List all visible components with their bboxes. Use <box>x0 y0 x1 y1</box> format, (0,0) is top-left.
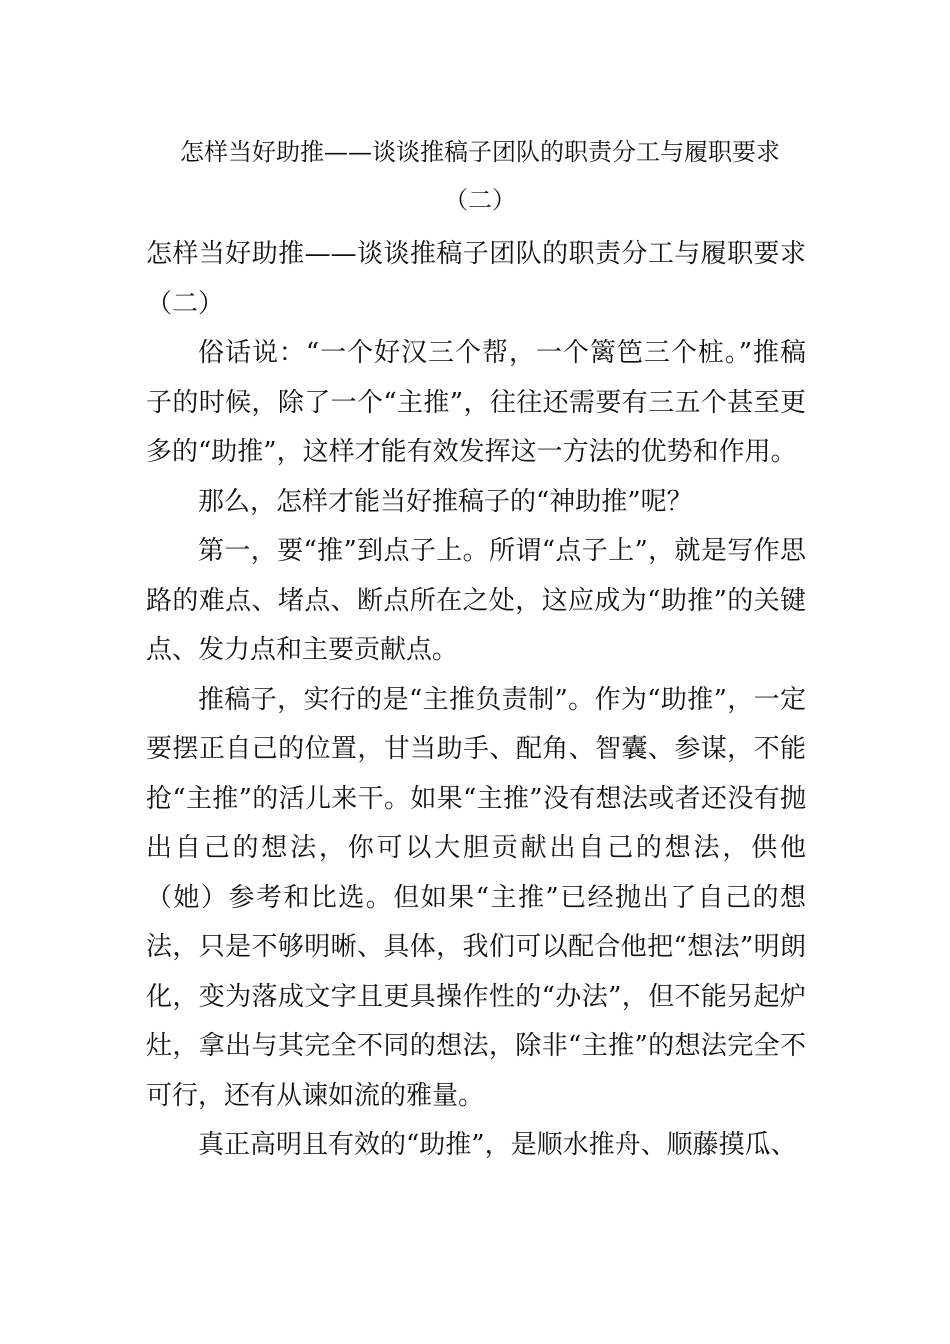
document-body <box>146 230 806 1171</box>
document-title: 怎样当好助推——谈谈推稿子团队的职责分工与履职要求 <box>180 138 780 166</box>
body-paragraph: 俗话说：“一个好汉三个帮，一个篱笆三个桩。”推稿子的时候，除了一个“主推”，往往还需要有三五个甚至更多的“助推”，这样才能有效发挥这一方法的优势和作用。 <box>146 338 806 467</box>
body-paragraph: 第一，要“推”到点子上。所谓“点子上”，就是写作思路的难点、堵点、断点所在之处，这应成为“助推”的关键点、发力点和主要贡献点。 <box>146 536 806 665</box>
body-paragraph: 推稿子，实行的是“主推负责制”。作为“助推”，一定要摆正自己的位置，甘当助手、配角、智囊、参谋，不能抢“主推”的活儿来干。如果“主推”没有想法或者还没有抛出自己的想法，你可以大胆贡献出自己的想法，供他（她）参考和比选。但如果“主推”已经抛出了自己的想法，只是不够明晰、具体，我们可以配合他把“想法”明朗化，变为落成文字且更具操作性的“办法”，但不能另起炉灶，拿出与其完全不同的想法，除非“主推”的想法完全不可行，还有从谏如流的雅量。 <box>146 684 806 1111</box>
document-title-suffix: （二） <box>444 186 516 214</box>
body-paragraph: 真正高明且有效的“助推”，是顺水推舟、顺藤摸瓜、 <box>198 1130 797 1160</box>
body-paragraph: 那么，怎样才能当好推稿子的“神助推”呢？ <box>198 486 693 517</box>
body-paragraph-title-repeat: 怎样当好助推——谈谈推稿子团队的职责分工与履职要求（二） <box>146 239 806 319</box>
